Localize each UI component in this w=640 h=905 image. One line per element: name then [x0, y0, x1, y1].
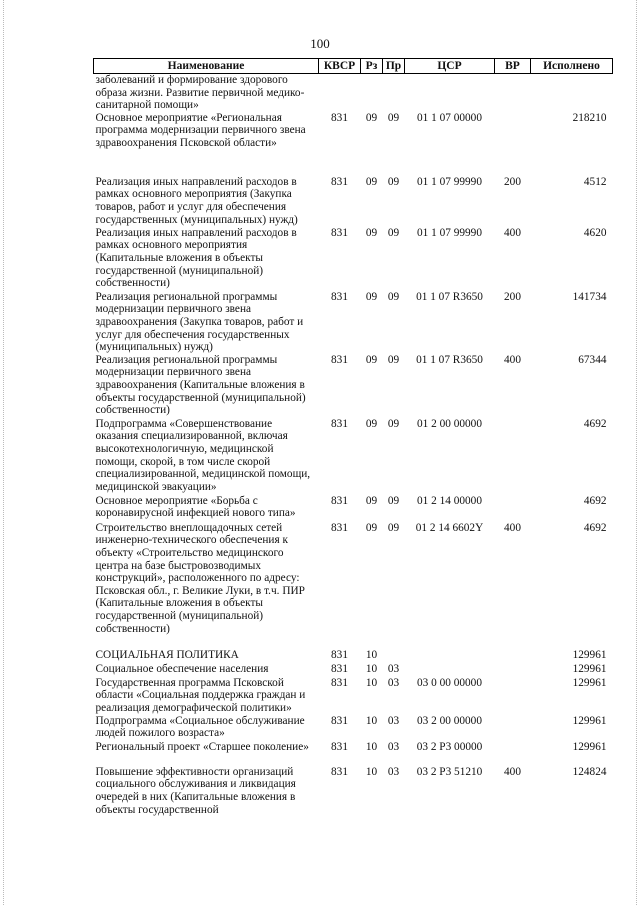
cell-vr: 400	[504, 226, 521, 239]
cell-csr: 01 1 07 R3650	[416, 290, 483, 303]
cell-isp: 129961	[572, 676, 607, 689]
cell-isp: 218210	[572, 111, 607, 124]
cell-isp	[531, 74, 613, 112]
scan-edge-left	[3, 0, 4, 905]
cell-csr: 01 1 07 99990	[417, 226, 482, 239]
table-row	[94, 715, 613, 741]
cell-vr	[495, 112, 531, 176]
cell-rz: 10	[365, 765, 378, 778]
cell-csr: 03 2 00 00000	[417, 714, 482, 727]
cell-vr	[495, 74, 531, 112]
cell-rz: 09	[365, 521, 378, 534]
table-row	[94, 112, 613, 176]
cell-vr	[495, 663, 531, 677]
cell-name: Подпрограмма «Совершенствование оказания специализированной, включая высокотехнологичную, медицинской помощи, скорой, в том числе скорой специализированной, медицинской помощи, медицинской эвакуации»	[95, 417, 311, 493]
cell-name: Реализация региональной программы модернизации первичного звена здравоохранения (Капитальные вложения в объекты государственной (муниципальной) собственности)	[95, 353, 306, 417]
header-vr: ВР	[495, 59, 531, 74]
cell-kvsr	[319, 74, 361, 112]
cell-isp: 129961	[572, 740, 607, 753]
cell-name: Региональный проект «Старшее поколение»	[95, 740, 309, 753]
table-row	[94, 677, 613, 715]
table-row	[94, 741, 613, 766]
cell-rz: 10	[365, 662, 378, 675]
cell-name: Реализация иных направлений расходов в рамках основного мероприятия (Капитальные вложения в объекты государственной (муниципальной) собственности)	[95, 226, 297, 290]
cell-isp: 141734	[572, 290, 607, 303]
cell-csr	[405, 649, 495, 663]
table-row	[94, 522, 613, 649]
cell-name: Подпрограмма «Социальное обслуживание людей пожилого возраста»	[95, 714, 305, 740]
cell-isp: 4620	[583, 226, 607, 239]
cell-kvsr: 831	[331, 740, 348, 753]
cell-pr: 09	[387, 521, 400, 534]
table-header-row	[94, 59, 613, 74]
cell-kvsr: 831	[331, 353, 348, 366]
table-row	[94, 663, 613, 677]
cell-csr: 03 2 P3 00000	[416, 740, 483, 753]
header-name: Наименование	[94, 59, 319, 74]
cell-name: Реализация иных направлений расходов в рамках основного мероприятия (Закупка товаров, работ и услуг для обеспечения государственных (муниципальных) нужд)	[95, 175, 298, 226]
cell-rz: 09	[365, 226, 378, 239]
header-pr: Пр	[383, 59, 405, 74]
cell-csr	[405, 663, 495, 677]
cell-name: Основное мероприятие «Региональная программа модернизации первичного звена здравоохранения Псковской области»	[95, 111, 306, 149]
cell-isp: 4692	[583, 494, 607, 507]
cell-pr: 03	[387, 714, 400, 727]
cell-pr: 03	[387, 676, 400, 689]
cell-csr	[405, 74, 495, 112]
cell-rz: 10	[365, 648, 378, 661]
table-row	[94, 176, 613, 227]
cell-csr: 01 1 07 R3650	[416, 353, 483, 366]
cell-rz: 09	[365, 111, 378, 124]
cell-name: Основное мероприятие «Борьба с коронавирусной инфекцией нового типа»	[95, 494, 296, 520]
cell-rz: 09	[365, 290, 378, 303]
cell-kvsr: 831	[331, 175, 348, 188]
cell-vr: 200	[504, 290, 521, 303]
cell-vr: 400	[504, 521, 521, 534]
cell-vr: 200	[504, 175, 521, 188]
cell-pr: 03	[387, 662, 400, 675]
cell-pr	[383, 649, 405, 663]
cell-kvsr: 831	[331, 765, 348, 778]
cell-kvsr: 831	[331, 676, 348, 689]
cell-rz: 09	[365, 494, 378, 507]
table-row	[94, 649, 613, 663]
cell-rz: 10	[365, 714, 378, 727]
cell-csr: 01 2 14 6602Y	[415, 521, 484, 534]
table-row	[94, 354, 613, 418]
cell-pr: 03	[387, 765, 400, 778]
table-row	[94, 495, 613, 522]
cell-csr: 03 2 P3 51210	[416, 765, 483, 778]
cell-kvsr: 831	[331, 494, 348, 507]
scan-edge-right	[636, 0, 637, 905]
cell-pr: 09	[387, 111, 400, 124]
cell-isp: 4692	[583, 417, 607, 430]
cell-kvsr: 831	[331, 648, 348, 661]
cell-isp: 124824	[572, 765, 607, 778]
cell-kvsr: 831	[331, 662, 348, 675]
page-number: 100	[310, 36, 330, 51]
cell-pr	[383, 74, 405, 112]
table-row	[94, 74, 613, 112]
cell-vr	[495, 715, 531, 741]
cell-vr	[495, 418, 531, 495]
cell-csr: 03 0 00 00000	[417, 676, 482, 689]
header-rz: Рз	[361, 59, 383, 74]
cell-pr: 09	[387, 417, 400, 430]
cell-name: Государственная программа Псковской области «Социальная поддержка граждан и реализация демографической политики»	[95, 676, 306, 714]
table-row	[94, 766, 613, 818]
cell-vr	[495, 741, 531, 766]
cell-csr: 01 1 07 00000	[417, 111, 482, 124]
cell-name: заболеваний и формирование здорового образа жизни. Развитие первичной медико-санитарной помощи»	[95, 74, 305, 112]
cell-vr	[495, 677, 531, 715]
cell-kvsr: 831	[331, 111, 348, 124]
cell-rz: 09	[365, 417, 378, 430]
table-row	[94, 291, 613, 354]
cell-isp: 129961	[572, 648, 607, 661]
cell-kvsr: 831	[331, 226, 348, 239]
cell-rz: 10	[365, 676, 378, 689]
cell-kvsr: 831	[331, 714, 348, 727]
cell-pr: 09	[387, 175, 400, 188]
cell-kvsr: 831	[331, 417, 348, 430]
cell-rz	[361, 74, 383, 112]
cell-rz: 10	[365, 740, 378, 753]
header-kvsr: КВСР	[319, 59, 361, 74]
header-csr: ЦСР	[405, 59, 495, 74]
cell-isp: 67344	[578, 353, 607, 366]
cell-vr: 400	[504, 353, 521, 366]
cell-isp: 4692	[583, 521, 607, 534]
cell-isp: 4512	[583, 175, 607, 188]
cell-isp: 129961	[572, 662, 607, 675]
table-row	[94, 418, 613, 495]
cell-name: Повышение эффективности организаций социального обслуживания и ликвидация очередей в них (Капитальные вложения в объекты государственной	[95, 765, 296, 816]
cell-csr: 01 2 00 00000	[417, 417, 482, 430]
table-row	[94, 227, 613, 291]
cell-csr: 01 2 14 00000	[417, 494, 482, 507]
cell-rz: 09	[365, 353, 378, 366]
cell-isp: 129961	[572, 714, 607, 727]
cell-pr: 03	[387, 740, 400, 753]
cell-pr: 09	[387, 353, 400, 366]
cell-vr	[495, 495, 531, 522]
header-isp: Исполнено	[531, 59, 613, 74]
cell-kvsr: 831	[331, 521, 348, 534]
cell-vr: 400	[504, 765, 521, 778]
cell-pr: 09	[387, 226, 400, 239]
cell-csr: 01 1 07 99990	[417, 175, 482, 188]
cell-name: СОЦИАЛЬНАЯ ПОЛИТИКА	[95, 648, 239, 661]
budget-table	[93, 58, 613, 818]
cell-kvsr: 831	[331, 290, 348, 303]
cell-rz: 09	[365, 175, 378, 188]
cell-pr: 09	[387, 290, 400, 303]
cell-name: Реализация региональной программы модернизации первичного звена здравоохранения (Закупка товаров, работ и услуг для обеспечения государственных (муниципальных) нужд)	[95, 290, 304, 354]
cell-name: Строительство внеплощадочных сетей инженерно-технического обеспечения к объекту «Строительство медицинского центра на базе быстровозводимых конструкций», расположенного по адресу: Псковская обл., г. Великие Луки, в т.ч. ПИР (Капитальные вложения в объекты государственной (муниципальной) собственности)	[95, 521, 305, 635]
cell-name: Социальное обеспечение населения	[95, 662, 269, 675]
cell-pr: 09	[387, 494, 400, 507]
cell-vr	[495, 649, 531, 663]
